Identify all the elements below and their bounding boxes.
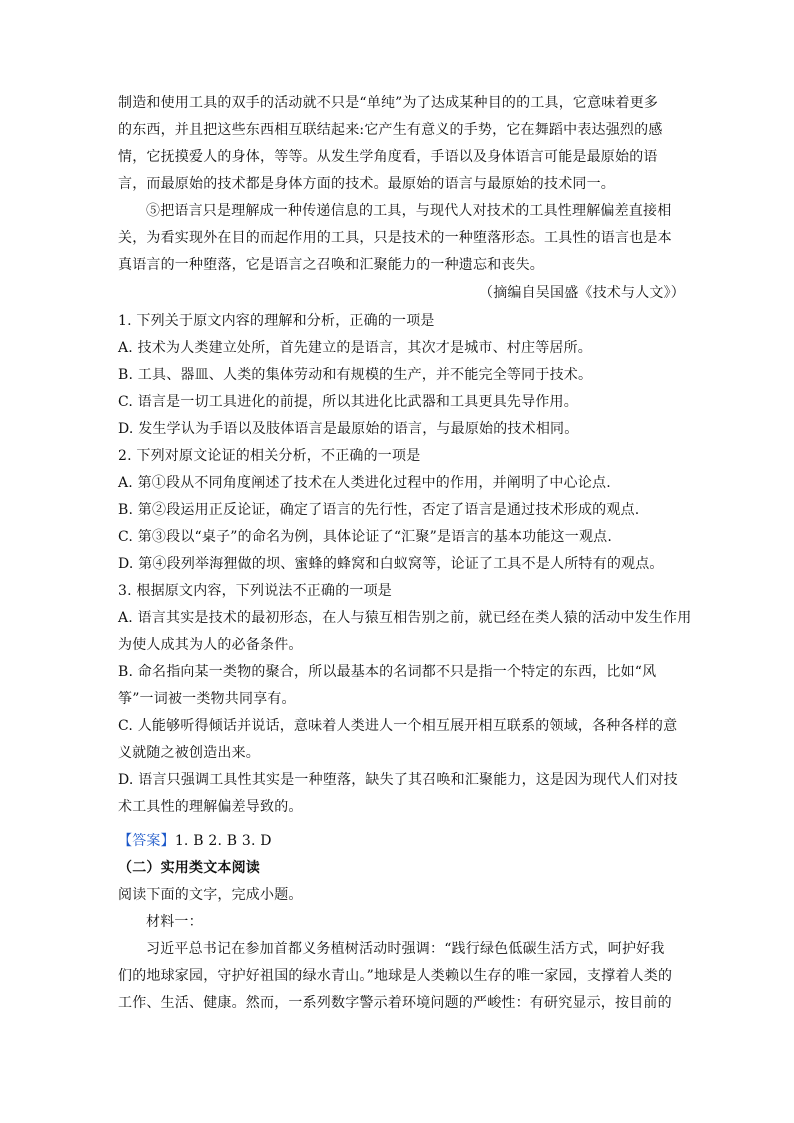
- section-2-heading: （二）实用类文本阅读: [118, 860, 260, 876]
- question-1-option-b: B. 工具、器皿、人类的集体劳动和有规模的生产，并不能完全等同于技术。: [118, 367, 593, 383]
- material-1-line: 们的地球家园，守护好祖国的绿水青山。”地球是人类赖以生存的唯一家园，支撑着人类的: [118, 968, 673, 984]
- answer-line: [118, 832, 678, 850]
- question-2-stem: 2. 下列对原文论证的相关分析，不正确的一项是: [118, 448, 421, 464]
- question-2-option-d: D. 第④段列举海狸做的坝、蜜蜂的蜂窝和白蚁窝等，论证了工具不是人所特有的观点。: [118, 556, 664, 572]
- question-3-option-a-cont: 为使人成其为人的必备条件。: [118, 637, 303, 653]
- passage-line: 的东西，并且把这些东西相互联结起来:它产生有意义的手势，它在舞蹈中表达强烈的感: [118, 122, 663, 138]
- material-1-line: 习近平总书记在参加首都义务植树活动时强调：“践行绿色低碳生活方式，呵护好我: [146, 941, 665, 957]
- passage-line: 言，而最原始的技术都是身体方面的技术。最原始的语言与最原始的技术同一。: [118, 176, 615, 192]
- question-1-option-c: C. 语言是一切工具进化的前提，所以其进化比武器和工具更具先导作用。: [118, 394, 578, 410]
- section-2-instruction: 阅读下面的文字，完成小题。: [118, 887, 303, 903]
- passage-line: 情，它抚摸爱人的身体，等等。从发生学角度看，手语以及身体语言可能是最原始的语: [118, 149, 658, 165]
- source-citation: （摘编自吴国盛《技术与人文》）: [479, 285, 685, 301]
- question-3-option-d-cont: 术工具性的理解偏差导致的。: [118, 799, 303, 815]
- answer-text: 1. B 2. B 3. D: [174, 833, 272, 849]
- question-3-option-b: B. 命名指向某一类物的聚合，所以最基本的名词都不只是指一个特定的东西，比如“风: [118, 664, 657, 680]
- question-2-option-b: B. 第②段运用正反论证，确定了语言的先行性，否定了语言是通过技术形成的观点.: [118, 502, 640, 518]
- question-3-option-a: A. 语言其实是技术的最初形态，在人与猿互相告别之前，就已经在类人猿的活动中发生作用: [118, 610, 692, 626]
- passage-line: 制造和使用工具的双手的活动就不只是“单纯”为了达成某种目的的工具，它意味着更多: [118, 95, 659, 111]
- question-3-option-c-cont: 义就随之被创造出来。: [118, 745, 260, 761]
- question-2-option-c: C. 第③段以“桌子”的命名为例，具体论证了“汇聚”是语言的基本功能这一观点.: [118, 529, 612, 545]
- paragraph-5-line: 关，为看实现外在目的而起作用的工具，只是技术的一种堕落形态。工具性的语言也是本: [118, 230, 672, 246]
- material-1-label: 材料一：: [146, 914, 203, 930]
- answer-label: 【答案】: [118, 833, 175, 849]
- question-2-option-a: A. 第①段从不同角度阐述了技术在人类进化过程中的作用，并阐明了中心论点.: [118, 475, 611, 491]
- question-1-option-d: D. 发生学认为手语以及肢体语言是最原始的语言，与最原始的技术相同。: [118, 421, 579, 437]
- paragraph-5-line: 真语言的一种堕落，它是语言之召唤和汇聚能力的一种遗忘和丧失。: [118, 257, 544, 273]
- question-3-option-b-cont: 筝”一词被一类物共同享有。: [118, 691, 296, 707]
- question-3-option-c: C. 人能够听得倾话并说话，意味着人类进人一个相互展开相互联系的领域，各种各样的意: [118, 718, 678, 734]
- question-1-option-a: A. 技术为人类建立处所，首先建立的是语言，其次才是城市、村庄等居所。: [118, 340, 593, 356]
- paragraph-5-line: ⑤把语言只是理解成一种传递信息的工具，与现代人对技术的工具性理解偏差直接相: [146, 203, 672, 219]
- question-3-option-d: D. 语言只强调工具性其实是一种堕落，缺失了其召唤和汇聚能力，这是因为现代人们对技: [118, 772, 678, 788]
- material-1-line: 工作、生活、健康。然而，一系列数字警示着环境问题的严峻性：有研究显示，按目前的: [118, 995, 672, 1011]
- question-3-stem: 3. 根据原文内容，下列说法不正确的一项是: [118, 583, 393, 599]
- question-1-stem: 1. 下列关于原文内容的理解和分析，正确的一项是: [118, 313, 435, 329]
